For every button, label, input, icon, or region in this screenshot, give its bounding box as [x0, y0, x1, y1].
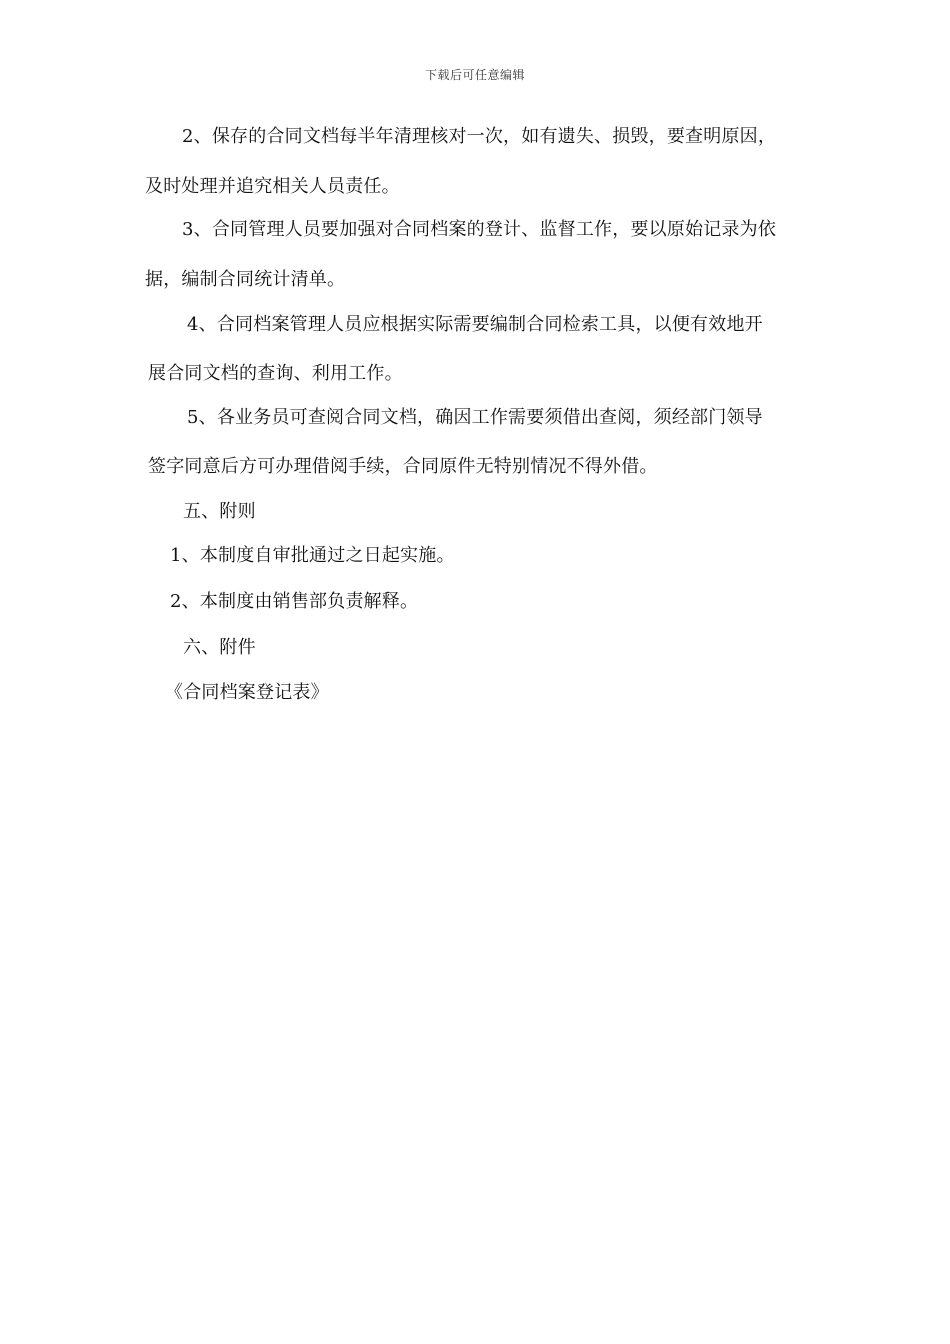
section-heading: 五、附则: [183, 501, 256, 522]
section-heading: 六、附件: [183, 637, 256, 658]
paragraph-line: 1、本制度自审批通过之日起实施。: [170, 545, 455, 566]
paragraph-line: 签字同意后方可办理借阅手续，合同原件无特别情况不得外借。: [148, 456, 658, 477]
paragraph-line: 及时处理并追究相关人员责任。: [145, 176, 400, 197]
paragraph-line: 4、合同档案管理人员应根据实际需要编制合同检索工具，以便有效地开: [187, 314, 763, 335]
paragraph-line: 2、保存的合同文档每半年清理核对一次，如有遗失、损毁，要查明原因，: [182, 126, 777, 147]
paragraph-line: 5、各业务员可查阅合同文档，确因工作需要须借出查阅，须经部门领导: [187, 407, 763, 428]
paragraph-line: 3、合同管理人员要加强对合同档案的登计、监督工作，要以原始记录为依: [182, 219, 777, 240]
attachment-title: 《合同档案登记表》: [165, 682, 329, 703]
paragraph-line: 据，编制合同统计清单。: [145, 269, 346, 290]
paragraph-line: 展合同文档的查询、利用工作。: [148, 363, 403, 384]
paragraph-line: 2、本制度由销售部负责解释。: [170, 591, 419, 612]
page-header: 下载后可任意编辑: [424, 68, 525, 82]
